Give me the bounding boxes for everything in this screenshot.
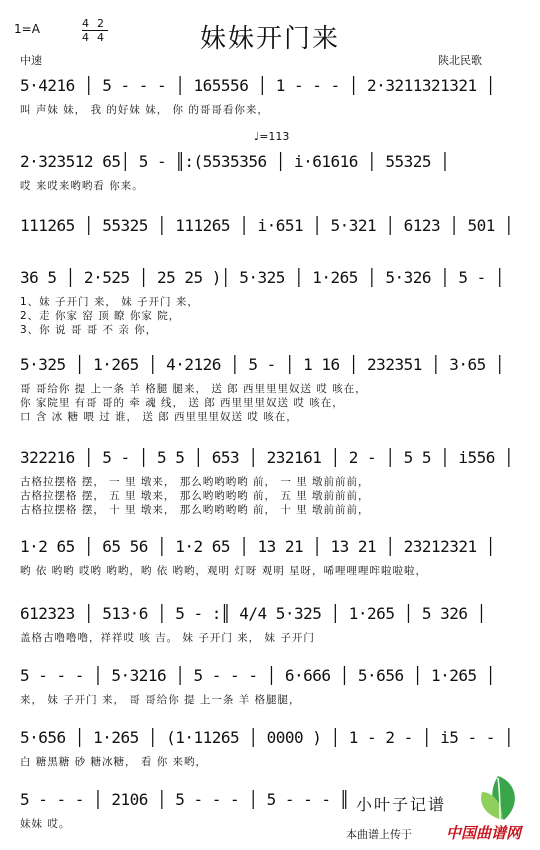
lyric-line: 哎 来哎来哟哟看 你来。	[20, 180, 144, 192]
key-signature: 1=A	[14, 22, 40, 36]
notation-line: 5·4216 │ 5 - - - │ 165556 │ 1 - - - │ 2·3211321321 │	[20, 76, 495, 95]
meter-top-2: 2	[97, 17, 104, 30]
lyric-line: 你 家院里 有哥 哥的 牵 魂 线， 送 郎 西里里里奴送 哎 咳在，	[20, 397, 344, 409]
lyric-line: 2、走 你家 窑 顶 瞭 你家 院，	[20, 310, 181, 322]
notation-line: 5 - - - │ 5·3216 │ 5 - - - │ 6·666 │ 5·656 │ 1·265 │	[20, 666, 495, 685]
notation-line: 5·325 │ 1·265 │ 4·2126 │ 5 - │ 1 16 │ 232351 │ 3·65 │	[20, 355, 505, 374]
beam-line	[20, 468, 520, 470]
transcriber-signature: 小叶子记谱	[356, 795, 447, 814]
notation-line: 612323 │ 513·6 │ 5 - :║ 4/4 5·325 │ 1·265 │ 5 326 │	[20, 604, 486, 623]
song-title: 妹妹开门来	[199, 24, 340, 54]
notation-line: 1·2 65 │ 65 56 │ 1·2 65 │ 13 21 │ 13 21 │ 23212321 │	[20, 537, 495, 556]
beam-line	[20, 686, 520, 688]
lyric-line: 古格拉摆格 摆， 五 里 墩来， 那么哟哟哟哟 前， 五 里 墩前前前，	[20, 490, 370, 502]
song-origin: 陕北民歌	[438, 54, 482, 67]
lyric-line: 白 糖黑糖 砂 糖冰糖， 看 你 来哟，	[20, 756, 208, 768]
beam-line	[20, 236, 520, 238]
leaf-icon	[470, 770, 526, 830]
beam-line	[20, 288, 520, 290]
beam-line	[20, 624, 520, 626]
lyric-line: 来， 妹 子开门 来， 哥 哥给你 提 上一条 羊 格腿腿，	[20, 694, 301, 706]
meter-bottom-2: 4	[97, 31, 104, 44]
notation-line: 322216 │ 5 - │ 5 5 │ 653 │ 232161 │ 2 - │ 5 5 │ i556 │	[20, 448, 514, 467]
site-brand: 中国曲谱网	[446, 824, 522, 842]
notation-line: 5·656 │ 1·265 │ (1·11265 │ 0000 ) │ 1 - 2 - │ i5 - - │	[20, 728, 514, 747]
notation-line: 5 - - - │ 2106 │ 5 - - - │ 5 - - - ║	[20, 790, 349, 809]
lyric-line: 古格拉摆格 摆， 一 里 墩来， 那么哟哟哟哟 前， 一 里 墩前前前，	[20, 476, 370, 488]
lyric-line: 哥 哥给你 提 上一条 羊 格腿 腿来， 送 郎 西里里里奴送 哎 咳在，	[20, 383, 367, 395]
tempo-text: 中速	[20, 54, 42, 67]
lyric-line: 口 含 冰 糖 喂 过 谁， 送 郎 西里里里奴送 哎 咳在，	[20, 411, 298, 423]
lyric-line: 盖格古噜噜噜，祥祥哎 咳 吉。 妹 子开门 来， 妹 子开门	[20, 632, 315, 644]
lyric-line: 妹妹 哎。	[20, 818, 71, 830]
notation-line: 111265 │ 55325 │ 111265 │ i·651 │ 5·321 │ 6123 │ 501 │	[20, 216, 514, 235]
lyric-line: 3、你 说 哥 哥 不 亲 你，	[20, 324, 158, 336]
beam-line	[20, 375, 520, 377]
lyric-line: 古格拉摆格 摆， 十 里 墩来， 那么哟哟哟哟 前， 十 里 墩前前前，	[20, 504, 370, 516]
beam-line	[20, 172, 520, 174]
meter-bottom-1: 4	[82, 31, 89, 44]
lyric-line: 1、妹 子开门 来， 妹 子开门 来，	[20, 296, 199, 308]
beam-line	[20, 557, 520, 559]
lyric-line: 哟 依 哟哟 哎哟 哟哟，哟 依 哟哟，观明 灯呀 观明 星呀，唏哩哩哩哰啦啦啦，	[20, 565, 428, 577]
tempo-mark: ♩=113	[254, 130, 290, 143]
lyric-line: 叫 声妹 妹， 我 的好妹 妹， 你 的哥哥看你来，	[20, 104, 269, 116]
upload-credit: 本曲谱上传于	[346, 828, 412, 841]
meter-top-1: 4	[82, 17, 89, 30]
beam-line	[20, 748, 520, 750]
notation-line: 36 5 │ 2·525 │ 25 25 )│ 5·325 │ 1·265 │ 5·326 │ 5 - │	[20, 268, 505, 287]
notation-line: 2·323512 65│ 5 - ║:(5535356 │ i·61616 │ 55325 │	[20, 152, 450, 171]
beam-line	[20, 96, 520, 98]
